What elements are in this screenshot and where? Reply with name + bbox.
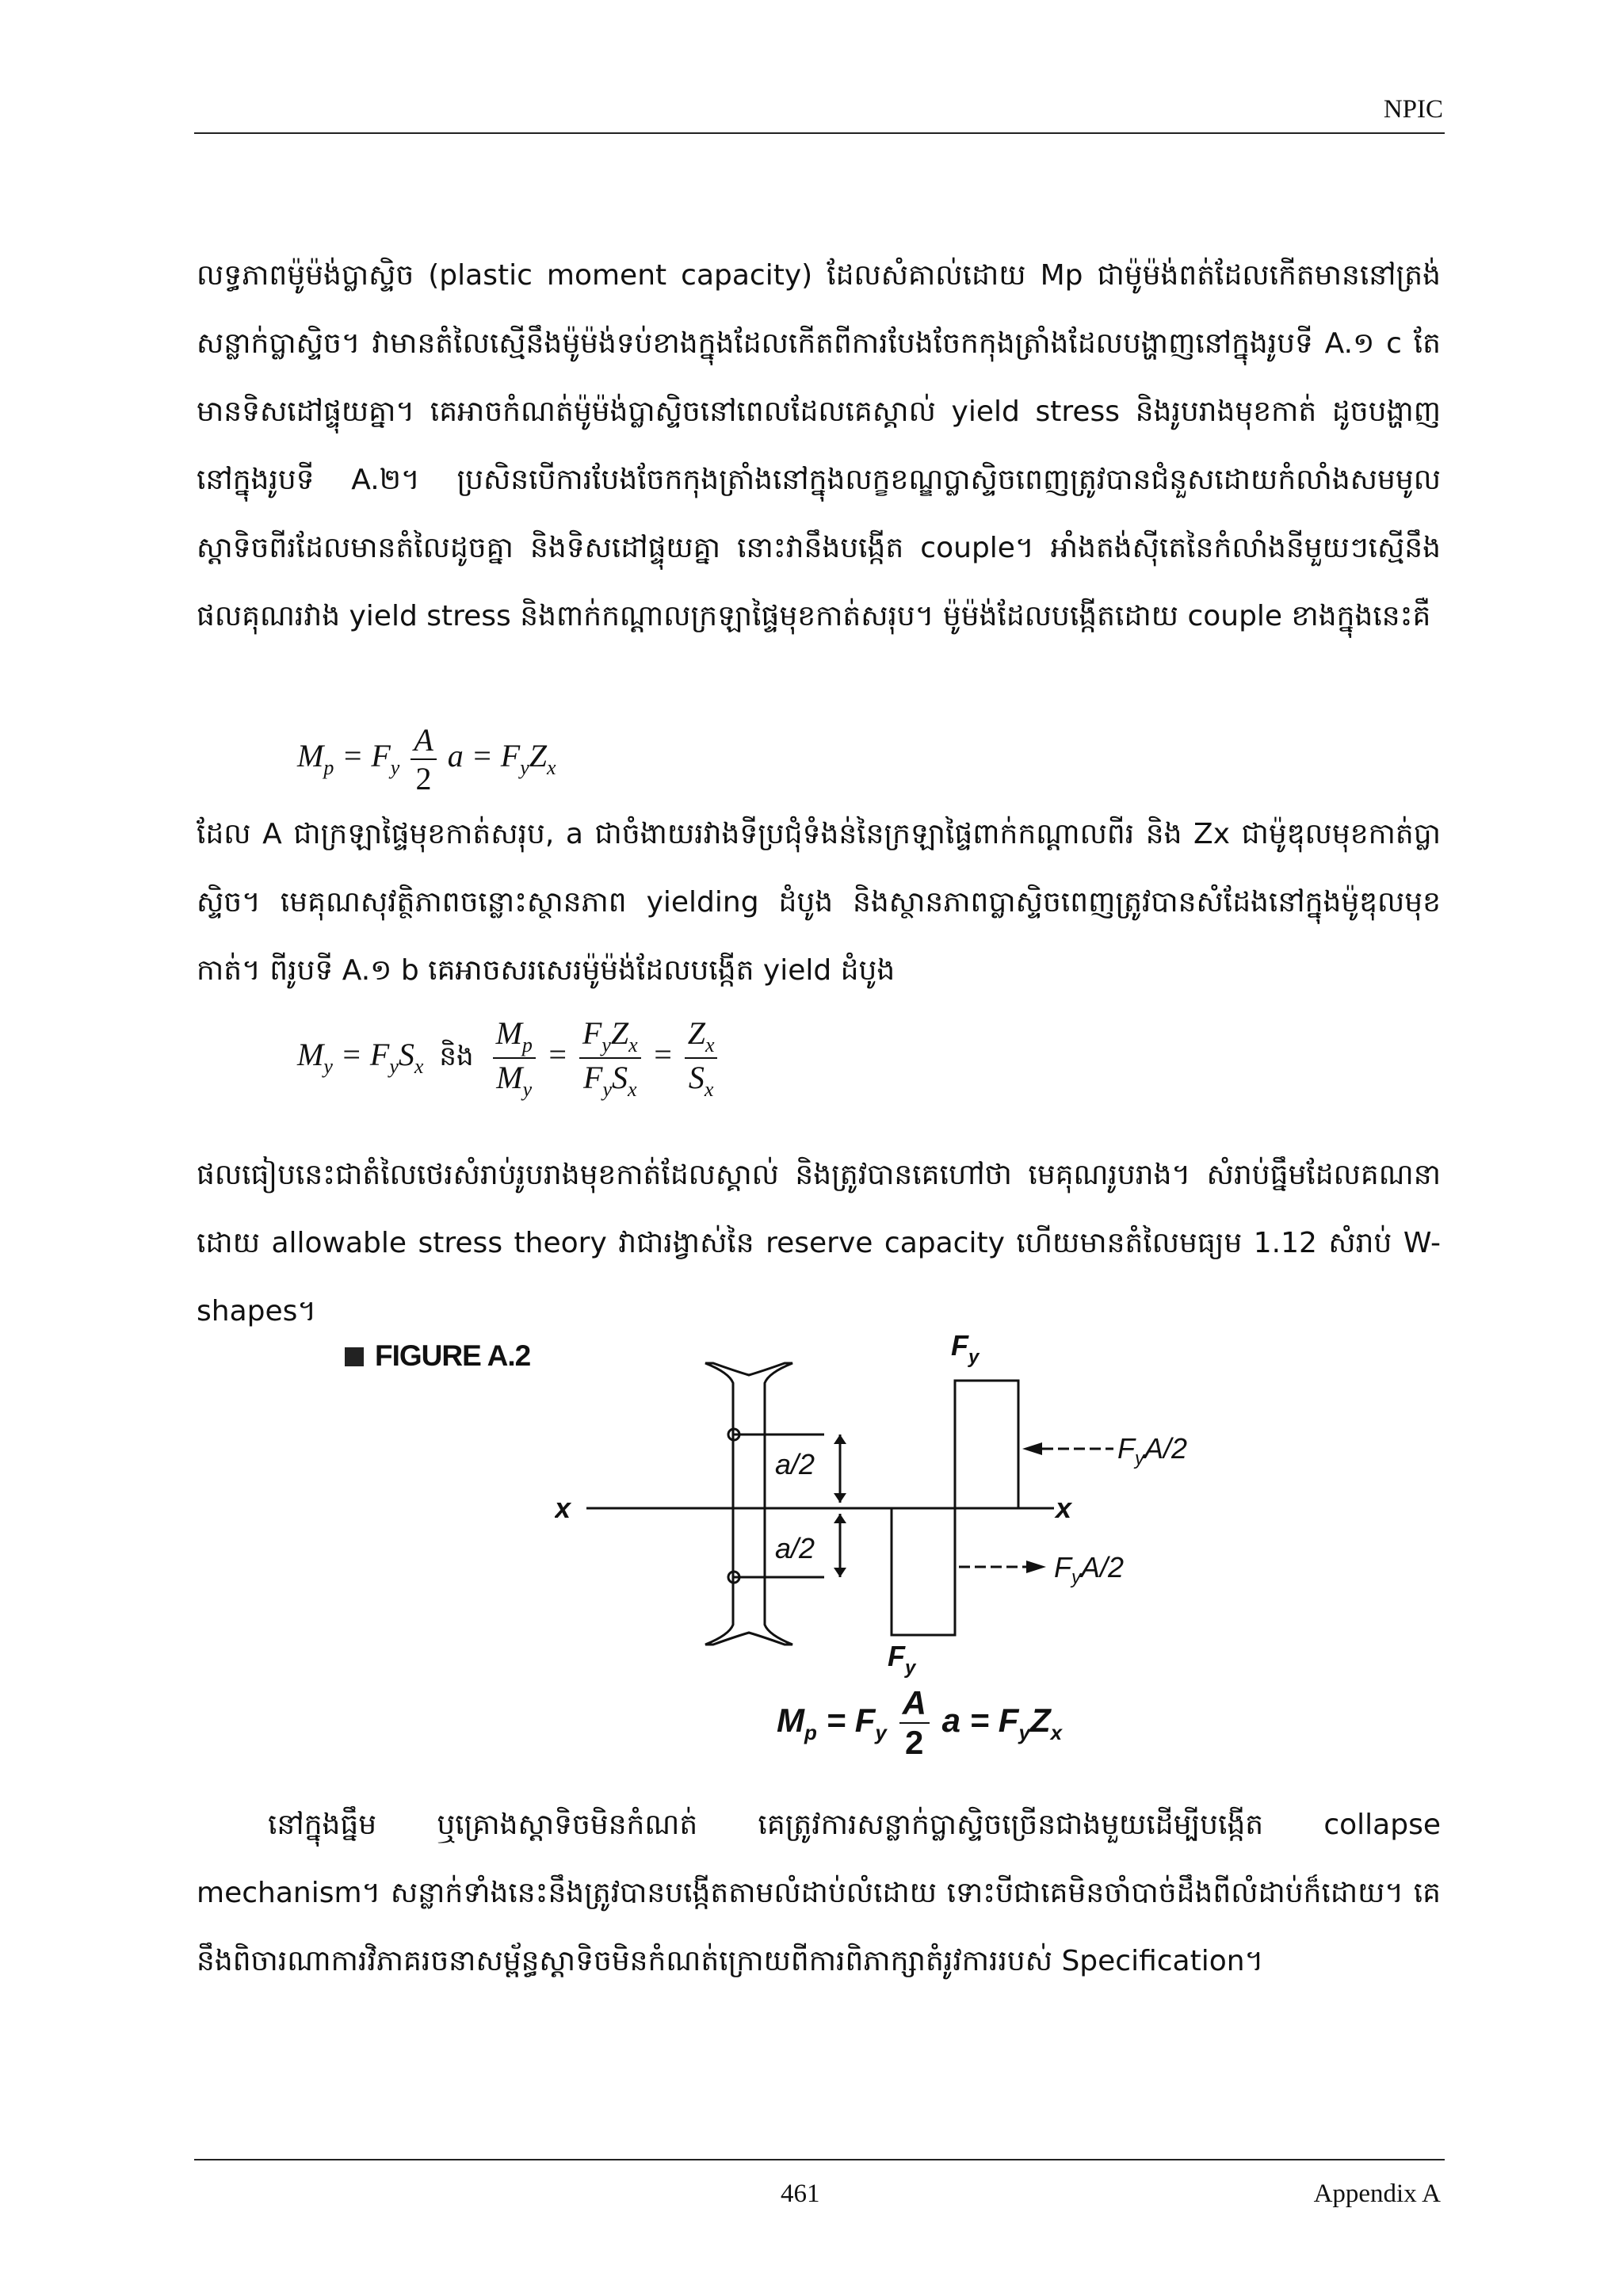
figure-equation: $M_p = F_y$ $\frac{A}{2}$ $a = F_yZ_x$	[777, 1684, 1063, 1761]
figure-marker-icon	[345, 1347, 364, 1366]
i-beam-section	[705, 1363, 792, 1645]
force-bottom-label: $F_yA/2$	[1054, 1551, 1125, 1588]
axis-left-label: x	[555, 1492, 571, 1524]
header-brand: NPIC	[1383, 95, 1443, 124]
stress-block-top	[955, 1381, 1018, 1508]
footer-section: Appendix A	[1313, 2179, 1441, 2208]
paragraph-collapse-mechanism: នៅក្នុងធ្នឹម ឬគ្រោងស្តាទិចមិនកំណត់ គេត្រូវការសន្លាក់ប្លាស្ទិចច្រើនជាងមួយដើម្បីបង្កើត collapse mechanism។ សន្លាក់ទាំងនេះនឹងត្រូវបានបង្កើតតាមលំដាប់លំដោយ ទោះបីជាគេមិនចាំបាច់ដឹងពីលំដាប់ក៏ដោយ។ គេនឹងពិចារណាការវិភាគរចនាសម្ព័ន្ធស្តាទិចមិនកំណត់ក្រោយពីការពិភាក្សាតំរូវការរបស់ Specification។	[197, 1809, 1441, 1977]
paragraph-shape-factor: ផលធៀបនេះជាតំលៃថេរសំរាប់រូបរាងមុខកាត់ដែលស្គាល់ និងត្រូវបានគេហៅថា មេគុណរូបរាង។ សំរាប់ធ្នឹមដែលគណនាដោយ allowable stress theory វាជារង្វាស់នៃ reserve capacity ហើយមានតំលៃមធ្យម 1.12 សំរាប់ W-shapes។	[197, 1159, 1441, 1328]
header-rule	[194, 132, 1445, 134]
footer-rule	[194, 2159, 1445, 2160]
stress-block-bottom	[892, 1508, 955, 1635]
fy-bottom-label: $F_y$	[888, 1640, 916, 1679]
page-number: 461	[781, 2179, 820, 2208]
a-half-top-label: a/2	[775, 1448, 815, 1480]
figure-a2-diagram	[555, 1324, 1268, 1688]
equation-shape-factor: $M_y = F_yS_x$ និង $\frac{M_p}{M_y}$ = $\frac{F_yZ_x}{F_yS_x}$ = $\frac{Z_x}{S_x}$	[297, 1014, 720, 1102]
paragraph-definitions: ដែល A ជាក្រឡាផ្ទៃមុខកាត់សរុប, a ជាចំងាយរវាងទីប្រជុំទំងន់នៃក្រឡាផ្ទៃពាក់កណ្តាលពីរ និង Zx ជាម៉ូឌុលមុខកាត់ប្លាស្ទិច។ មេគុណសុវត្ថិភាពចន្លោះស្ថានភាព yielding ដំបូង និងស្ថានភាពប្លាស្ទិចពេញត្រូវបានសំដែងនៅក្នុងម៉ូឌុលមុខកាត់។ ពីរូបទី A.១ b គេអាចសរសេរម៉ូម៉ង់ដែលបង្កើត yield ដំបូង	[197, 818, 1441, 987]
paragraph-plastic-moment: លទ្ធភាពម៉ូម៉ង់ប្លាស្ទិច (plastic moment capacity) ដែលសំគាល់ដោយ Mp ជាម៉ូម៉ង់ពត់ដែលកើតមាននៅត្រង់សន្លាក់ប្លាស្ទិច។ វាមានតំលៃស្មើនឹងម៉ូម៉ង់ទប់ខាងក្នុងដែលកើតពីការបែងចែកកុងត្រាំងដែលបង្ហាញនៅក្នុងរូបទី A.១ c តែមានទិសដៅផ្ទុយគ្នា។ គេអាចកំណត់ម៉ូម៉ង់ប្លាស្ទិចនៅពេលដែលគេស្គាល់ yield stress និងរូបរាងមុខកាត់ ដូចបង្ហាញនៅក្នុងរូបទី A.២។ ប្រសិនបើការបែងចែកកុងត្រាំងនៅក្នុងលក្ខខណ្ឌប្លាស្ទិចពេញត្រូវបានជំនួសដោយកំលាំងសមមូលស្តាទិចពីរដែលមានតំលៃដូចគ្នា និងទិសដៅផ្ទុយគ្នា នោះវានឹងបង្កើត couple។ អាំងតង់ស៊ីតេនៃកំលាំងនីមួយៗស្មើនឹងផលគុណរវាង yield stress និងពាក់កណ្តាលក្រឡាផ្ទៃមុខកាត់សរុប។ ម៉ូម៉ង់ដែលបង្កើតដោយ couple ខាងក្នុងនេះគឺ	[197, 259, 1441, 632]
fy-top-label: $F_y$	[951, 1329, 980, 1368]
figure-label: FIGURE A.2	[345, 1339, 530, 1373]
equation-plastic-moment: $M_p = F_y$ $\frac{A}{2}$ $a = F_yZ_x$	[297, 722, 556, 797]
a-half-bottom-label: a/2	[775, 1532, 815, 1564]
axis-right-label: x	[1056, 1492, 1072, 1524]
force-top-label: $F_yA/2$	[1117, 1432, 1188, 1469]
